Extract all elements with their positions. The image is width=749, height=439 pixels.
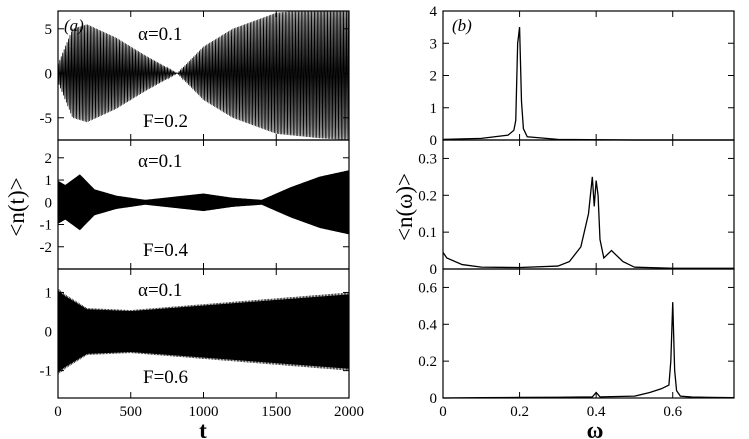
b1-frame: [443, 11, 734, 140]
panel-b-xlabel: ω: [586, 418, 604, 439]
a3-xtick-label-2: 1000: [188, 404, 219, 420]
b3-ytick-label-0: 0.6: [418, 280, 437, 297]
b1-ytick-label-4: 0: [429, 133, 437, 149]
a2-ytick-label-4: -2: [39, 239, 52, 256]
panel-a-label: (a): [64, 16, 84, 35]
b3-xtick-label-1: 0.2: [510, 404, 529, 420]
panel-a: [40, 7, 365, 420]
b2-ytick-label-1: 0.2: [418, 188, 437, 205]
panel-b-ylabel: <n(ω)>: [392, 173, 417, 241]
panel-a-xlabel: t: [199, 418, 207, 439]
a2-ytick-label-2: 0: [44, 195, 52, 212]
b3-frame: [443, 269, 734, 398]
b3-ytick-label-1: 0.4: [418, 317, 437, 334]
a2-ytick-label-1: 1: [44, 173, 52, 190]
b2-ytick-label-0: 0.3: [418, 151, 437, 168]
a3-F-annotation: F=0.6: [143, 367, 189, 388]
a1-F-annotation: F=0.2: [143, 111, 189, 132]
a3-signal-line: [58, 289, 349, 374]
a3-xtick-label-4: 2000: [334, 404, 364, 420]
b1-ytick-label-2: 2: [429, 68, 437, 85]
a2-ytick-label-0: 2: [44, 150, 52, 167]
b2-spectrum-line: [443, 177, 734, 268]
a3-ytick-label-1: 0: [44, 324, 52, 341]
a3-alpha-annotation: α=0.1: [138, 280, 183, 301]
a2-signal-line: [58, 171, 349, 234]
b1-ytick-label-0: 4: [429, 4, 437, 20]
b1-ytick-label-1: 3: [429, 36, 437, 53]
a2-alpha-annotation: α=0.1: [138, 151, 183, 172]
panel-a-ylabel: <n(t)>: [4, 177, 29, 237]
a3-xtick-label-0: 0: [54, 404, 62, 420]
a3-xtick-label-3: 1500: [261, 404, 292, 420]
b2-ytick-label-2: 0.1: [418, 225, 437, 242]
a1-ytick-label-1: 0: [44, 66, 52, 83]
b3-xtick-label-3: 0.6: [663, 404, 683, 420]
a1-alpha-annotation: α=0.1: [138, 24, 183, 45]
a1-signal-line: [58, 7, 349, 140]
b1-spectrum-line: [443, 27, 734, 140]
b3-spectrum-line: [443, 302, 734, 398]
b2-frame: [443, 140, 734, 269]
a2-ytick-label-3: -1: [39, 217, 52, 234]
b3-xtick-label-0: 0: [439, 404, 447, 420]
a3-ytick-label-0: 1: [44, 285, 52, 302]
panel-b-label: (b): [452, 16, 472, 35]
a3-xtick-label-1: 500: [119, 404, 142, 420]
b2-ytick-label-3: 0: [429, 262, 437, 278]
a1-ytick-label-2: -5: [39, 110, 52, 127]
a1-ytick-label-0: 5: [44, 21, 52, 38]
b3-ytick-label-3: 0: [429, 391, 437, 407]
b3-ytick-label-2: 0.2: [418, 354, 437, 371]
b3-xtick-label-2: 0.4: [586, 404, 606, 420]
panel-b: [418, 4, 734, 420]
a3-ytick-label-2: -1: [39, 363, 52, 380]
a2-F-annotation: F=0.4: [143, 240, 189, 261]
b1-ytick-label-3: 1: [429, 100, 437, 117]
